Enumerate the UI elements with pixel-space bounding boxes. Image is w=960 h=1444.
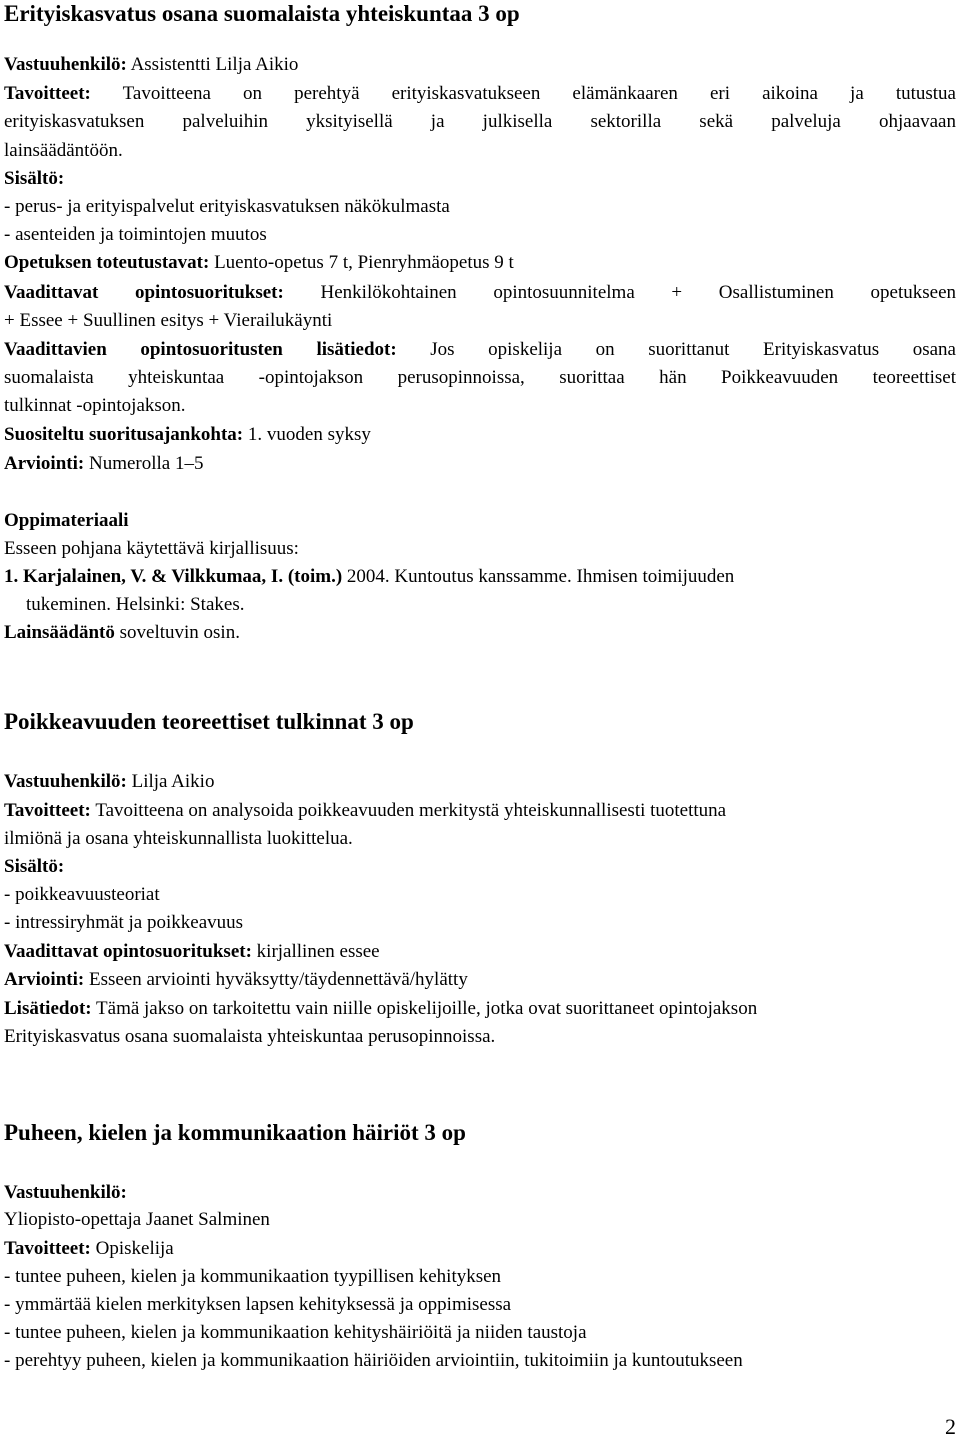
goal-item: - tuntee puheen, kielen ja kommunikaation kehityshäiriöitä ja niiden taustoja: [4, 1322, 587, 1343]
field-value: Assistentti Lilja Aikio: [130, 54, 299, 75]
content-label: [4, 855, 64, 879]
requirements: [4, 940, 380, 964]
materials-intro: Esseen pohjana käytettävä kirjallisuus:: [4, 538, 299, 559]
goals-line: lainsäädäntöön.: [4, 140, 123, 161]
field-value: Luento-opetus 7 t, Pienryhmäopetus 9 t: [214, 252, 514, 273]
content-item: - poikkeavuusteoriat: [4, 884, 160, 905]
goal-item: - tuntee puheen, kielen ja kommunikaation tyypillisen kehityksen: [4, 1266, 502, 1287]
field-label: Arviointi:: [4, 453, 85, 474]
field-value: soveltuvin osin.: [119, 622, 240, 643]
materials-heading: [4, 509, 129, 533]
grading: [4, 452, 203, 476]
field-label: Arviointi:: [4, 969, 85, 990]
field-value: Henkilökohtainen opintosuunnitelma + Osallistuminen opetukseen: [320, 282, 956, 303]
field-label: Vaadittavien opintosuoritusten lisätiedot:: [4, 339, 397, 360]
field-label: Sisältö:: [4, 856, 65, 877]
grading: [4, 968, 468, 992]
reference-continuation: tukeminen. Helsinki: Stakes.: [26, 594, 245, 615]
goals-line: [4, 82, 956, 106]
page-number: 2: [945, 1414, 956, 1439]
recommended-time: [4, 423, 371, 447]
field-label: Tavoitteet:: [4, 1238, 91, 1259]
goals-line: erityiskasvatuksen palveluihin yksityisellä ja julkisella sektorilla sekä palveluja ohjaavaan: [4, 111, 956, 132]
content-item: - asenteiden ja toimintojen muutos: [4, 224, 267, 245]
field-label: Lisätiedot:: [4, 998, 92, 1019]
section-title: Erityiskasvatus osana suomalaista yhteiskuntaa 3 op: [4, 1, 520, 26]
field-label: Vaadittavat opintosuoritukset:: [4, 941, 252, 962]
field-label: Vaadittavat opintosuoritukset:: [4, 282, 284, 303]
reference-authors: 1. Karjalainen, V. & Vilkkumaa, I. (toim.): [4, 566, 343, 587]
field-value: 1. vuoden syksy: [247, 424, 371, 445]
goals-line: [4, 799, 726, 823]
field-value: kirjallinen essee: [256, 941, 380, 962]
field-value: Numerolla 1–5: [88, 453, 204, 474]
content-item: - perus- ja erityispalvelut erityiskasvatuksen näkökulmasta: [4, 196, 450, 217]
legislation: [4, 621, 240, 645]
responsible-label: [4, 1181, 127, 1205]
field-value: Jos opiskelija on suorittanut Erityiskasvatus osana: [430, 339, 956, 360]
section-title: Poikkeavuuden teoreettiset tulkinnat 3 op: [4, 709, 414, 734]
requirements-line: [4, 281, 956, 305]
extra-info-line: tulkinnat -opintojakson.: [4, 395, 186, 416]
goal-item: - ymmärtää kielen merkityksen lapsen kehityksessä ja oppimisessa: [4, 1294, 512, 1315]
field-value: Tämä jakso on tarkoitettu vain niille opiskelijoille, jotka ovat suorittaneet opintojakson: [96, 998, 758, 1019]
extra-info-line: [4, 338, 956, 362]
additional-info-line: [4, 997, 757, 1021]
goal-item: - perehtyy puheen, kielen ja kommunikaation häiriöiden arviointiin, tukitoimiin ja kuntoutukseen: [4, 1350, 743, 1371]
goals-line: [4, 1237, 174, 1261]
goals-line: ilmiönä ja osana yhteiskunnallista luokittelua.: [4, 828, 353, 849]
field-label: Lainsäädäntö: [4, 622, 115, 643]
field-label: Suositeltu suoritusajankohta:: [4, 424, 244, 445]
requirements-line: + Essee + Suullinen esitys + Vierailukäynti: [4, 310, 333, 331]
field-label: Vastuuhenkilö:: [4, 771, 127, 792]
reference-details: 2004. Kuntoutus kanssamme. Ihmisen toimijuuden: [346, 566, 735, 587]
responsible-person: [4, 770, 214, 794]
field-value: Opiskelija: [95, 1238, 174, 1259]
teaching-methods: [4, 251, 514, 275]
field-value: Tavoitteena on analysoida poikkeavuuden merkitystä yhteiskunnallisesti tuotettuna: [95, 800, 727, 821]
content-label: [4, 167, 64, 191]
field-label: Vastuuhenkilö:: [4, 1182, 127, 1203]
field-label: Tavoitteet:: [4, 83, 91, 104]
extra-info-line: suomalaista yhteiskuntaa -opintojakson perusopinnoissa, suorittaa hän Poikkeavuuden teoreettiset: [4, 367, 956, 388]
field-value: Tavoitteena on perehtyä erityiskasvatukseen elämänkaaren eri aikoina ja tutustua: [122, 83, 956, 104]
section-title: Puheen, kielen ja kommunikaation häiriöt 3 op: [4, 1120, 466, 1145]
reference-item: [4, 565, 734, 589]
field-label: Opetuksen toteutustavat:: [4, 252, 210, 273]
field-value: Lilja Aikio: [131, 771, 215, 792]
field-label: Vastuuhenkilö:: [4, 54, 127, 75]
field-label: Sisältö:: [4, 168, 65, 189]
content-item: - intressiryhmät ja poikkeavuus: [4, 912, 244, 933]
field-label: Oppimateriaali: [4, 510, 129, 531]
additional-info-line: Erityiskasvatus osana suomalaista yhteiskuntaa perusopinnoissa.: [4, 1026, 496, 1047]
field-label: Tavoitteet:: [4, 800, 91, 821]
responsible-person: Yliopisto-opettaja Jaanet Salminen: [4, 1209, 270, 1230]
field-value: Esseen arviointi hyväksytty/täydennettävä/hylätty: [88, 969, 468, 990]
responsible-person: [4, 53, 298, 77]
